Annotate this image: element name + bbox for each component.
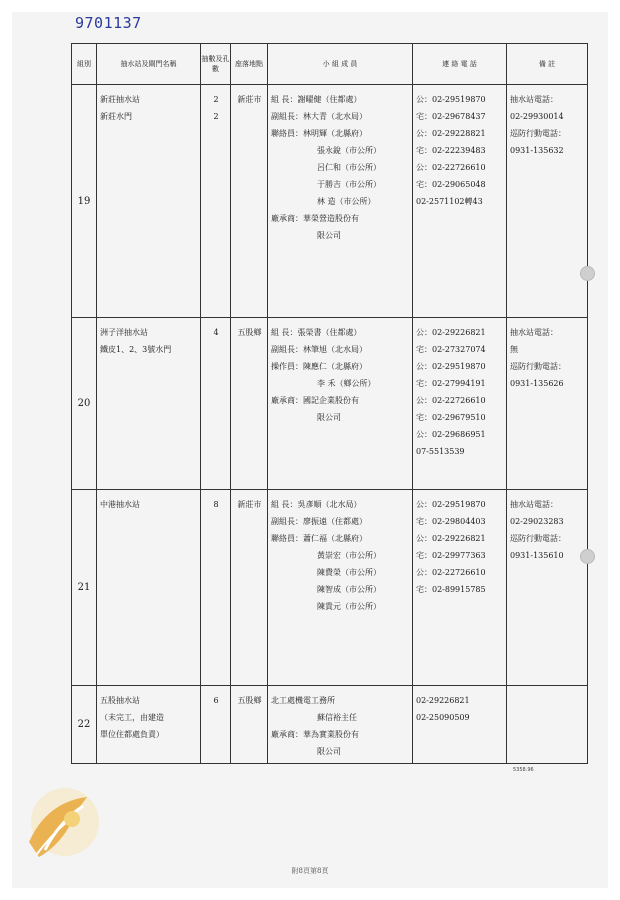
station-name — [97, 85, 201, 318]
station-line: 洲子洋抽水站 — [100, 328, 148, 337]
station-location — [231, 85, 268, 318]
station-line: 單位住都處負責） — [100, 730, 164, 739]
phone-line: 宅：02-27327074 — [416, 345, 486, 354]
remark-line: 0931-135632 — [510, 146, 564, 155]
member-line: 限公司 — [317, 413, 341, 422]
remark-line: 無 — [510, 345, 518, 354]
station-count — [201, 686, 231, 764]
phone-line: 公：02-29686951 — [416, 430, 486, 439]
phone-line: 公：02-29226821 — [416, 534, 486, 543]
member-line: 蘇信裕主任 — [317, 713, 357, 722]
phone-line: 02-25090509 — [416, 713, 470, 722]
group-number: 22 — [72, 686, 97, 764]
phone-line: 07-5513539 — [416, 447, 465, 456]
contact-phones — [413, 490, 507, 686]
contact-phones — [413, 85, 507, 318]
group-number: 21 — [72, 490, 97, 686]
member-line: 副組長：廖振遠（住都處） — [271, 517, 367, 526]
location-text: 五股鄉 — [237, 328, 262, 337]
remark-line: 巡防行動電話： — [510, 534, 566, 543]
remark-line: 02-29023283 — [510, 517, 564, 526]
group-row — [72, 490, 588, 686]
station-line: 中港抽水站 — [100, 500, 140, 509]
member-line: 組 長：張榮書（住都處） — [271, 328, 362, 337]
phone-line: 宅：02-29804403 — [416, 517, 486, 526]
group-members — [268, 318, 413, 490]
header-remarks: 備 註 — [507, 44, 588, 85]
phone-line: 公：02-29228821 — [416, 129, 486, 138]
group-row — [72, 318, 588, 490]
member-line: 廠承商：華榮營造股份有 — [271, 214, 359, 223]
member-line: 操作員：陳應仁（北縣府） — [271, 362, 367, 371]
station-line: 新莊水門 — [100, 112, 132, 121]
member-line: 北工處機電工務所 — [271, 696, 335, 705]
header-group: 組別 — [72, 44, 97, 85]
member-line: 張永銳（市公所） — [317, 146, 381, 155]
phone-line: 公：02-29519870 — [416, 500, 486, 509]
phone-line: 宅：02-27994191 — [416, 379, 486, 388]
member-line: 聯絡員：蕭仁福（北縣府） — [271, 534, 367, 543]
header-location: 座落地點 — [231, 44, 268, 85]
member-line: 黃崇宏（市公所） — [317, 551, 381, 560]
station-count — [201, 85, 231, 318]
member-line: 陳貴元（市公所） — [317, 602, 381, 611]
member-line: 限公司 — [317, 231, 341, 240]
remark-line: 02-29930014 — [510, 112, 564, 121]
remarks — [507, 490, 588, 686]
member-line: 林 造（市公所） — [317, 197, 376, 206]
member-line: 陳費榮（市公所） — [317, 568, 381, 577]
station-location — [231, 490, 268, 686]
phone-line: 02-29226821 — [416, 696, 470, 705]
remark-line: 0931-135610 — [510, 551, 564, 560]
phone-line: 宅：02-29977363 — [416, 551, 486, 560]
header-station: 抽水站及閘門名稱 — [97, 44, 201, 85]
count-line: 6 — [213, 696, 219, 705]
group-members — [268, 85, 413, 318]
page-number: 附8頁第8頁 — [291, 867, 329, 875]
remark-line: 巡防行動電話： — [510, 129, 566, 138]
phone-line: 公：02-22726610 — [416, 163, 486, 172]
member-line: 聯絡員：林明輝（北縣府） — [271, 129, 367, 138]
contact-phones — [413, 686, 507, 764]
group-number: 20 — [72, 318, 97, 490]
station-line: 五股抽水站 — [100, 696, 140, 705]
count-line: 8 — [213, 500, 219, 509]
binder-hole-top — [580, 266, 595, 281]
form-code: 5358.96 — [513, 767, 534, 773]
header-members: 小 組 成 員 — [268, 44, 413, 85]
remark-line: 巡防行動電話： — [510, 362, 566, 371]
remark-line: 0931-135626 — [510, 379, 564, 388]
station-location — [231, 686, 268, 764]
header-count: 抽數及孔數 — [201, 44, 231, 85]
phone-line: 公：02-22726610 — [416, 568, 486, 577]
phone-line: 宅：02-89915785 — [416, 585, 486, 594]
phone-line: 宅：02-29678437 — [416, 112, 486, 121]
binder-hole-bottom — [580, 549, 595, 564]
remark-line: 抽水站電話： — [510, 500, 558, 509]
member-line: 于勝吉（市公所） — [317, 180, 381, 189]
phone-line: 宅：02-22239483 — [416, 146, 486, 155]
station-name — [97, 318, 201, 490]
member-line: 限公司 — [317, 747, 341, 756]
location-text: 新莊市 — [237, 95, 262, 104]
phone-line: 公：02-29519870 — [416, 362, 486, 371]
member-line: 組 長：謝曜健（住都處） — [271, 95, 362, 104]
remark-line: 抽水站電話： — [510, 328, 558, 337]
count-line: 2 — [213, 95, 219, 104]
station-line: 鐵皮1、2、3號水門 — [100, 345, 172, 354]
member-line: 副組長：林筆旭（北水局） — [271, 345, 367, 354]
phone-line: 宅：02-29065048 — [416, 180, 486, 189]
remarks — [507, 85, 588, 318]
remarks — [507, 686, 588, 764]
station-name — [97, 490, 201, 686]
remark-line: 抽水站電話： — [510, 95, 558, 104]
location-text: 新莊市 — [237, 500, 262, 509]
phone-line: 宅：02-29679510 — [416, 413, 486, 422]
header-row — [72, 44, 588, 85]
group-members — [268, 490, 413, 686]
document-id-stamp: 9701137 — [75, 14, 142, 32]
member-line: 副組長：林大青（北水局） — [271, 112, 367, 121]
taiwan-archive-logo-icon — [17, 772, 107, 867]
station-line: 新莊抽水站 — [100, 95, 140, 104]
station-name — [97, 686, 201, 764]
member-line: 廠承商：國記企業股份有 — [271, 396, 359, 405]
pump-station-table — [71, 43, 588, 764]
member-line: 廠承商：華為實業股份有 — [271, 730, 359, 739]
station-line: （未完工，由建造 — [100, 713, 164, 722]
group-row — [72, 85, 588, 318]
phone-line: 02-2571102轉43 — [416, 197, 483, 206]
group-number: 19 — [72, 85, 97, 318]
member-line: 李 禾（鄉公所） — [317, 379, 376, 388]
count-line: 4 — [213, 328, 219, 337]
member-line: 陳智成（市公所） — [317, 585, 381, 594]
station-location — [231, 318, 268, 490]
header-phone: 連 絡 電 話 — [413, 44, 507, 85]
phone-line: 公：02-29226821 — [416, 328, 486, 337]
phone-line: 公：02-22726610 — [416, 396, 486, 405]
phone-line: 公：02-29519870 — [416, 95, 486, 104]
member-line: 呂仁和（市公所） — [317, 163, 381, 172]
station-count — [201, 318, 231, 490]
group-members — [268, 686, 413, 764]
count-line: 2 — [213, 112, 219, 121]
contact-phones — [413, 318, 507, 490]
location-text: 五股鄉 — [237, 696, 262, 705]
station-count — [201, 490, 231, 686]
remarks — [507, 318, 588, 490]
group-row — [72, 686, 588, 764]
member-line: 組 長：吳彥順（北水局） — [271, 500, 362, 509]
